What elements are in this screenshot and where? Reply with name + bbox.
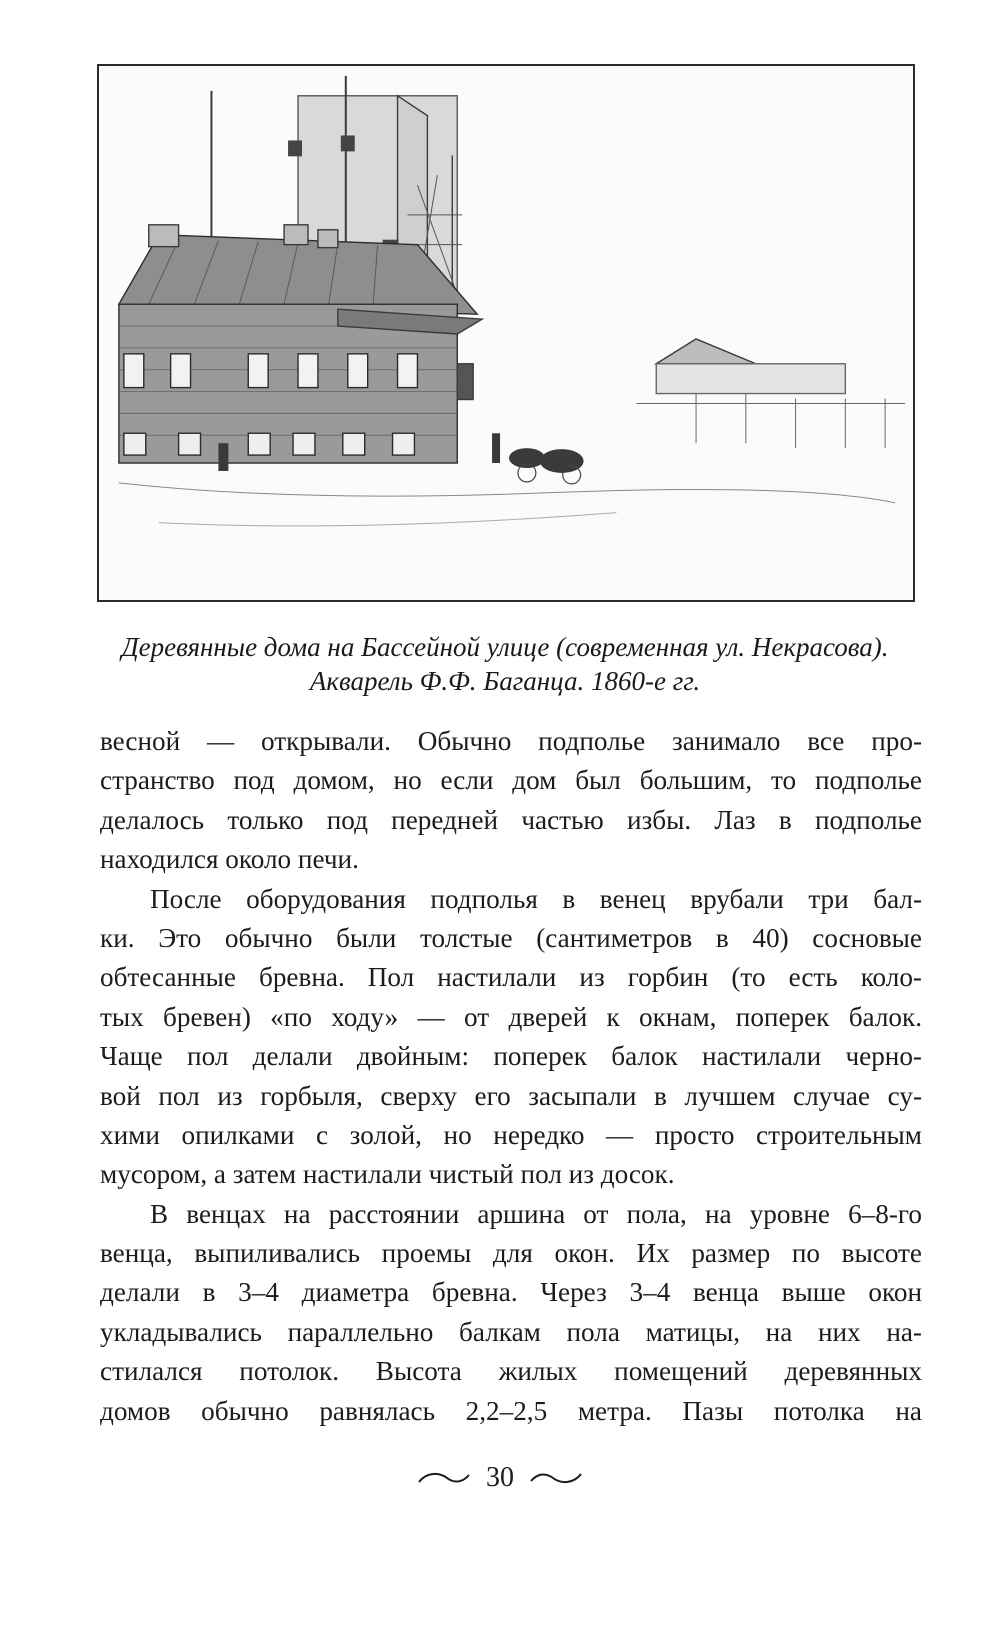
text-line: находился около печи. [100,844,359,875]
right-swash-ornament [529,1470,583,1486]
body-text [100,722,922,1431]
caption-line-1: Деревянные дома на Бассейной улице (современная ул. Некрасова). [121,632,889,662]
text-line: После оборудования подполья в венец врубали три бал- [150,883,922,914]
text-line: стилался потолок. Высота жилых помещений деревянных [100,1356,922,1387]
paragraph-2 [100,880,922,1195]
text-line: В венцах на расстоянии аршина от пола, на уровне 6–8-го [150,1198,922,1229]
watercolor-illustration [99,66,913,600]
text-line: тых бревен) «по ходу» — от дверей к окнам, поперек балок. [100,1001,922,1032]
text-line: делалось только под передней частью избы. Лаз в подполье [100,804,922,835]
text-line: укладывались параллельно балкам пола матицы, на них на- [100,1316,922,1347]
page-number: 30 [486,1461,514,1493]
illustration-frame [97,64,915,602]
page-footer [0,1460,1000,1494]
text-line: делали в 3–4 диаметра бревна. Через 3–4 венца выше окон [100,1277,922,1308]
text-line: домов обычно равнялась 2,2–2,5 метра. Пазы потолка на [100,1395,922,1426]
figure-caption [80,630,930,698]
text-line: ки. Это обычно были толстые (сантиметров в 40) сосновые [100,922,922,953]
caption-line-2: Акварель Ф.Ф. Баганца. 1860-е гг. [309,666,701,696]
text-line: весной — открывали. Обычно подполье занимало все про- [100,726,922,756]
text-line: странство под домом, но если дом был большим, то подполье [100,765,922,796]
text-line: обтесанные бревна. Пол настилали из горбин (то есть коло- [100,962,922,993]
text-line: мусором, а затем настилали чистый пол из досок. [100,1159,675,1190]
text-line: хими опилками с золой, но нередко — просто строительным [100,1119,922,1150]
left-swash-ornament [417,1470,471,1486]
text-line: вой пол из горбыля, сверху его засыпали в лучшем случае су- [100,1080,922,1111]
text-line: Чаще пол делали двойным: поперек балок настилали черно- [100,1041,922,1072]
paragraph-3 [100,1195,922,1431]
text-line: венца, выпиливались проемы для окон. Их размер по высоте [100,1238,922,1269]
paragraph-1 [100,722,922,880]
